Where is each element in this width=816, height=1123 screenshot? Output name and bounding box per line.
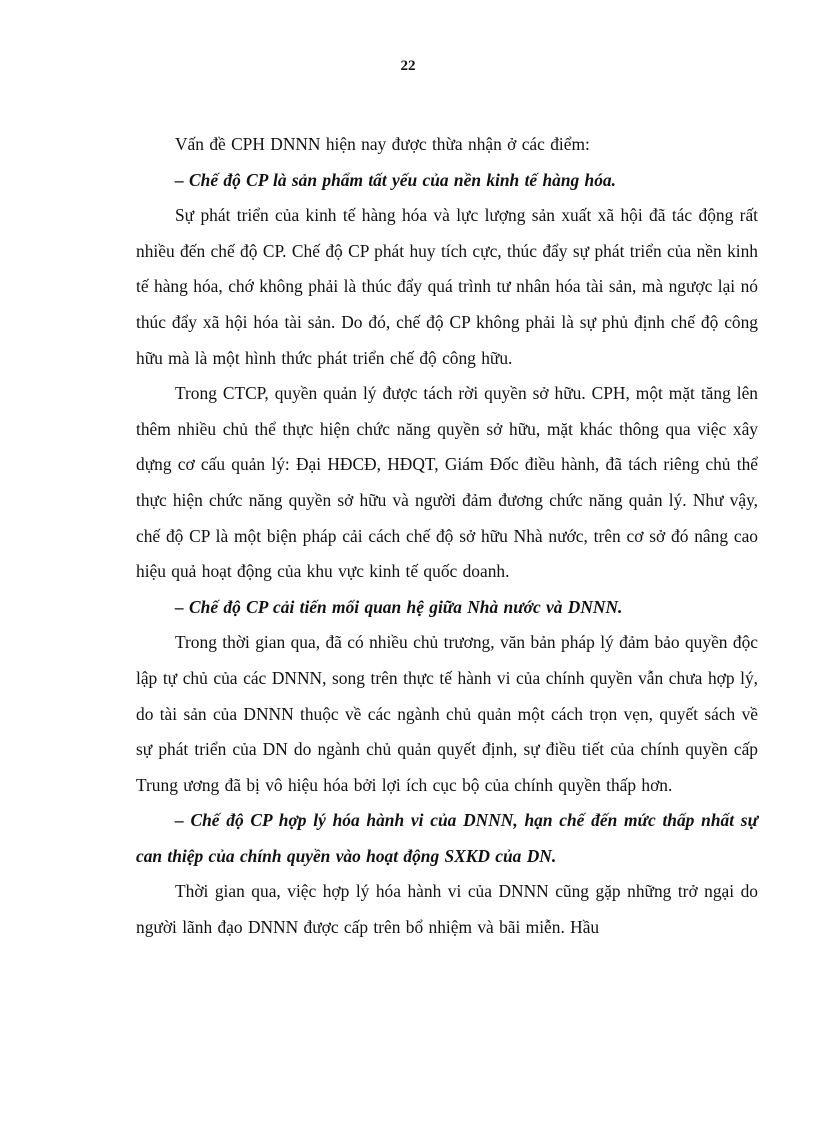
- body-paragraph-4: Thời gian qua, việc hợp lý hóa hành vi của DNNN cũng gặp những trở ngại do người lãnh đạo DNNN được cấp trên bổ nhiệm và bãi miễn. Hầu: [136, 881, 758, 938]
- page-number: 22: [400, 58, 416, 74]
- body-paragraph-3: Trong thời gian qua, đã có nhiều chủ trương, văn bản pháp lý đảm bảo quyền độc lập tự chủ của các DNNN, song trên thực tế hành vi của chính quyền vẫn chưa hợp lý, do tài sản của DNNN thuộc về các ngành chủ quản một cách trọn vẹn, quyết sách về sự phát triển của DN do ngành chủ quản quyết định, sự điều tiết của chính quyền cấp Trung ương đã bị vô hiệu hóa bởi lợi ích cục bộ của chính quyền thấp hơn.: [136, 632, 758, 795]
- intro-paragraph: Vấn đề CPH DNNN hiện nay được thừa nhận ở các điểm:: [175, 134, 590, 154]
- body-paragraph-2: Trong CTCP, quyền quản lý được tách rời quyền sở hữu. CPH, một mặt tăng lên thêm nhiều chủ thể thực hiện chức năng quyền sở hữu, mặt khác thông qua việc xây dựng cơ cấu quản lý: Đại HĐCĐ, HĐQT, Giám Đốc điều hành, đã tách riêng chủ thể thực hiện chức năng quyền sở hữu và người đảm đương chức năng quản lý. Như vậy, chế độ CP là một biện pháp cải cách chế độ sở hữu Nhà nước, trên cơ sở đó nâng cao hiệu quả hoạt động của khu vực kinh tế quốc doanh.: [136, 383, 758, 582]
- document-body: [136, 127, 758, 946]
- section-heading-1: – Chế độ CP là sản phẩm tất yếu của nền kinh tế hàng hóa.: [175, 169, 616, 190]
- section-heading-3: – Chế độ CP hợp lý hóa hành vi của DNNN, hạn chế đến mức thấp nhất sự can thiệp của chính quyền vào hoạt động SXKD của DN.: [136, 810, 758, 866]
- body-paragraph-1: Sự phát triển của kinh tế hàng hóa và lực lượng sản xuất xã hội đã tác động rất nhiều đến chế độ CP. Chế độ CP phát huy tích cực, thúc đẩy sự phát triển của nền kinh tế hàng hóa, chớ không phải là thúc đẩy quá trình tư nhân hóa tài sản, mà ngược lại nó thúc đẩy xã hội hóa tài sản. Do đó, chế độ CP không phải là sự phủ định chế độ công hữu mà là một hình thức phát triển chế độ công hữu.: [136, 205, 758, 368]
- section-heading-2: – Chế độ CP cải tiến mối quan hệ giữa Nhà nước và DNNN.: [175, 596, 623, 617]
